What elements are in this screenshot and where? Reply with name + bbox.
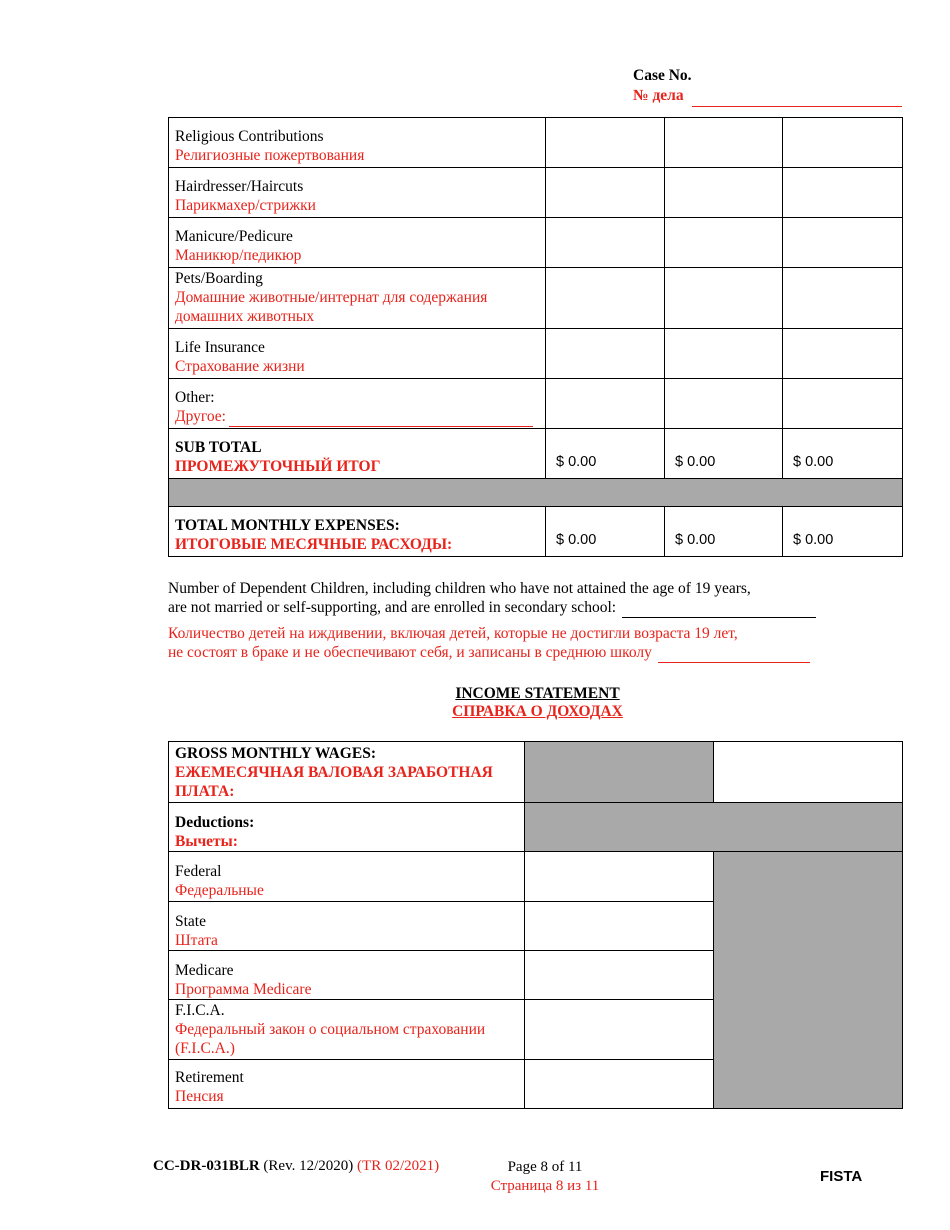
table-row xyxy=(169,118,903,168)
deductions-label xyxy=(169,803,525,852)
gray-cell xyxy=(525,742,714,803)
case-no-label-ru xyxy=(633,86,902,107)
footer-page-number xyxy=(488,1158,602,1196)
total-value[interactable]: $ 0.00 xyxy=(546,507,665,557)
expense-label xyxy=(169,268,546,329)
total-label-en: TOTAL MONTHLY EXPENSES: xyxy=(175,517,400,534)
expense-label xyxy=(169,118,546,168)
case-no-ru-text: № дела xyxy=(633,87,684,104)
dependents-text-ru-2-wrap xyxy=(168,643,908,663)
deduction-label-en: Medicare xyxy=(175,962,234,979)
expense-label-ru xyxy=(175,407,539,427)
dependents-text-en-1: Number of Dependent Children, including children who have not attained the age of 19 years, xyxy=(168,580,751,597)
deduction-label-ru: Федеральные xyxy=(175,882,264,899)
income-heading-ru: СПРАВКА О ДОХОДАХ xyxy=(452,703,623,720)
deduction-label-ru: Пенсия xyxy=(175,1088,224,1105)
dependents-text-ru-1: Количество детей на иждивении, включая детей, которые не достигли возраста 19 лет, xyxy=(168,625,738,642)
deduction-label xyxy=(169,1000,525,1060)
expense-cell[interactable] xyxy=(783,329,903,379)
income-statement-heading xyxy=(0,685,950,721)
gray-cell xyxy=(525,803,903,852)
deduction-label-en: State xyxy=(175,913,206,930)
deduction-value[interactable] xyxy=(525,1000,714,1060)
fista-label: FISTA xyxy=(820,1168,863,1185)
expense-cell[interactable] xyxy=(665,118,783,168)
expense-table xyxy=(168,117,903,557)
subtotal-row xyxy=(169,429,903,479)
gross-label-ru: ЕЖЕМЕСЯЧНАЯ ВАЛОВАЯ ЗАРАБОТНАЯ ПЛАТА: xyxy=(175,764,493,800)
subtotal-value[interactable]: $ 0.00 xyxy=(546,429,665,479)
expense-cell[interactable] xyxy=(783,268,903,329)
table-row xyxy=(169,379,903,429)
subtotal-label-ru: ПРОМЕЖУТОЧНЫЙ ИТОГ xyxy=(175,458,381,475)
deduction-label-en: F.I.C.A. xyxy=(175,1002,225,1019)
expense-label-ru: Маникюр/педикюр xyxy=(175,247,302,264)
income-table xyxy=(168,741,903,1109)
gross-wages-value[interactable] xyxy=(714,742,903,803)
total-value[interactable]: $ 0.00 xyxy=(665,507,783,557)
expense-label xyxy=(169,218,546,268)
expense-label-en: Life Insurance xyxy=(175,339,265,356)
expense-cell[interactable] xyxy=(665,329,783,379)
expense-cell[interactable] xyxy=(546,268,665,329)
deduction-label-ru: Программа Medicare xyxy=(175,981,312,998)
deduction-value[interactable] xyxy=(525,951,714,1000)
gross-label-en: GROSS MONTHLY WAGES: xyxy=(175,745,376,762)
dependents-count-field[interactable] xyxy=(622,598,816,618)
form-id: CC-DR-031BLR xyxy=(153,1158,260,1174)
expense-label-en: Manicure/Pedicure xyxy=(175,228,293,245)
case-number-field[interactable] xyxy=(692,86,902,107)
deduction-label-en: Retirement xyxy=(175,1069,244,1086)
expense-cell[interactable] xyxy=(665,379,783,429)
expense-cell[interactable] xyxy=(546,118,665,168)
expense-label-en: Other: xyxy=(175,389,215,406)
subtotal-value[interactable]: $ 0.00 xyxy=(665,429,783,479)
expense-label-en: Religious Contributions xyxy=(175,128,324,145)
gross-wages-label xyxy=(169,742,525,803)
gross-wages-row xyxy=(169,742,903,803)
expense-cell[interactable] xyxy=(783,379,903,429)
total-value[interactable]: $ 0.00 xyxy=(783,507,903,557)
deduction-label-ru: Штата xyxy=(175,932,218,949)
expense-cell[interactable] xyxy=(546,168,665,218)
table-row xyxy=(169,268,903,329)
table-row xyxy=(169,168,903,218)
deductions-label-en: Deductions: xyxy=(175,814,255,831)
total-label xyxy=(169,507,546,557)
expense-label xyxy=(169,329,546,379)
expense-label xyxy=(169,168,546,218)
expense-label-ru: Парикмахер/стрижки xyxy=(175,197,316,214)
subtotal-label-en: SUB TOTAL xyxy=(175,439,262,456)
expense-label-ru: Страхование жизни xyxy=(175,358,305,375)
dependents-count-field-ru[interactable] xyxy=(658,643,810,663)
deductions-row xyxy=(169,803,903,852)
other-label-ru: Другое: xyxy=(175,408,226,425)
deduction-value[interactable] xyxy=(525,902,714,951)
page-number-ru: Страница 8 из 11 xyxy=(490,1178,600,1194)
footer-form-id xyxy=(153,1158,439,1175)
expense-label-ru: Религиозные пожертвования xyxy=(175,147,365,164)
total-row xyxy=(169,507,903,557)
subtotal-value[interactable]: $ 0.00 xyxy=(783,429,903,479)
deductions-label-ru: Вычеты: xyxy=(175,833,238,850)
dependents-text-ru-2: не состоят в браке и не обеспечивают себя, и записаны в среднюю школу xyxy=(168,644,652,661)
expense-cell[interactable] xyxy=(783,168,903,218)
expense-cell[interactable] xyxy=(546,379,665,429)
expense-cell[interactable] xyxy=(665,218,783,268)
table-row xyxy=(169,218,903,268)
separator-row xyxy=(169,479,903,507)
expense-label-en: Hairdresser/Haircuts xyxy=(175,178,304,195)
expense-label-en: Pets/Boarding xyxy=(175,270,263,287)
gray-separator xyxy=(169,479,903,507)
deduction-value[interactable] xyxy=(525,852,714,902)
expense-cell[interactable] xyxy=(783,118,903,168)
expense-label xyxy=(169,379,546,429)
expense-cell[interactable] xyxy=(546,329,665,379)
deduction-label xyxy=(169,1060,525,1109)
gray-cell xyxy=(714,852,903,1109)
expense-cell[interactable] xyxy=(783,218,903,268)
dependent-children-block xyxy=(168,579,908,663)
expense-cell[interactable] xyxy=(665,268,783,329)
deduction-label xyxy=(169,951,525,1000)
dependents-text-en-2-wrap xyxy=(168,598,908,618)
case-no-label: Case No. xyxy=(633,67,692,84)
total-label-ru: ИТОГОВЫЕ МЕСЯЧНЫЕ РАСХОДЫ: xyxy=(175,536,453,553)
form-translation-rev: (TR 02/2021) xyxy=(357,1158,440,1174)
case-number-block xyxy=(633,66,902,107)
table-row xyxy=(169,329,903,379)
deduction-label-en: Federal xyxy=(175,863,222,880)
other-description-field[interactable] xyxy=(229,407,533,427)
deduction-label xyxy=(169,852,525,902)
expense-label-ru: Домашние животные/интернат для содержания домашних животных xyxy=(175,289,488,325)
table-row xyxy=(169,852,903,902)
expense-cell[interactable] xyxy=(665,168,783,218)
deduction-label-ru: Федеральный закон о социальном страховании (F.I.C.A.) xyxy=(175,1021,486,1057)
expense-cell[interactable] xyxy=(546,218,665,268)
subtotal-label xyxy=(169,429,546,479)
deduction-value[interactable] xyxy=(525,1060,714,1109)
form-revision: (Rev. 12/2020) xyxy=(263,1158,354,1174)
dependents-text-en-2: are not married or self-supporting, and are enrolled in secondary school: xyxy=(168,599,617,616)
income-heading-en: INCOME STATEMENT xyxy=(455,685,620,702)
page-number-en: Page 8 of 11 xyxy=(507,1159,583,1175)
deduction-label xyxy=(169,902,525,951)
